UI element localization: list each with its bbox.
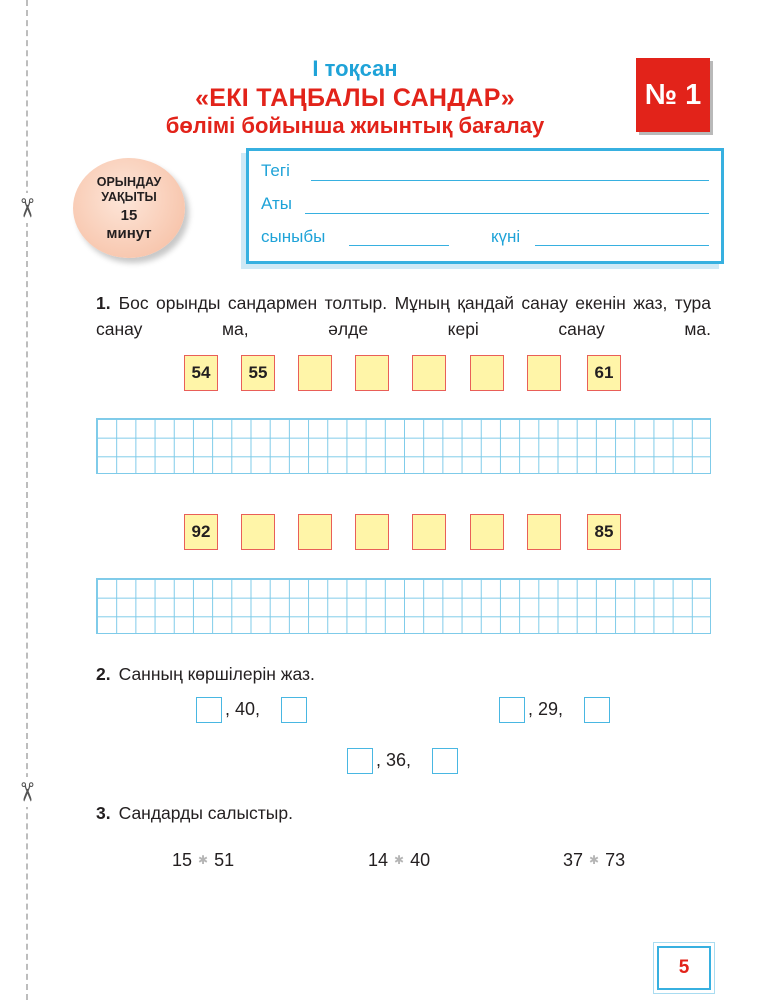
surname-label: Тегі bbox=[261, 161, 290, 180]
task-2-text: Санның көршілерін жаз. bbox=[118, 664, 315, 684]
compare-mark-icon[interactable]: ✱ bbox=[394, 853, 405, 867]
comparison-right: 73 bbox=[605, 850, 626, 870]
date-field[interactable] bbox=[535, 245, 709, 246]
sequence-cell: 92 bbox=[184, 514, 218, 550]
comparison-left: 14 bbox=[368, 850, 389, 870]
scissors-icon: ✂ bbox=[13, 777, 41, 807]
sequence-blank-cell[interactable] bbox=[527, 514, 561, 550]
comparison-left: 37 bbox=[563, 850, 584, 870]
answer-box[interactable] bbox=[196, 697, 222, 723]
neighbor-number: , 40, bbox=[225, 699, 261, 719]
neighbor-item bbox=[499, 697, 619, 723]
class-field[interactable] bbox=[349, 245, 449, 246]
sequence-cell: 54 bbox=[184, 355, 218, 391]
comparison-right: 51 bbox=[214, 850, 235, 870]
sequence-blank-cell[interactable] bbox=[298, 514, 332, 550]
scissors-icon: ✂ bbox=[13, 193, 41, 223]
answer-grid-2[interactable] bbox=[96, 578, 711, 634]
class-label: сыныбы bbox=[261, 227, 326, 246]
comparison-left: 15 bbox=[172, 850, 193, 870]
name-label: Аты bbox=[261, 194, 292, 213]
sequence-blank-cell[interactable] bbox=[412, 355, 446, 391]
sequence-cell: 85 bbox=[587, 514, 621, 550]
name-field[interactable] bbox=[305, 213, 709, 214]
neighbor-item bbox=[196, 697, 316, 723]
assessment-subtitle: бөлімі бойынша жиынтық бағалау bbox=[165, 113, 545, 138]
neighbor-number: , 29, bbox=[528, 699, 564, 719]
answer-grid-1[interactable] bbox=[96, 418, 711, 474]
compare-mark-icon[interactable]: ✱ bbox=[198, 853, 209, 867]
sequence-blank-cell[interactable] bbox=[470, 355, 504, 391]
sequence-blank-cell[interactable] bbox=[412, 514, 446, 550]
timer-unit: минут bbox=[106, 225, 152, 242]
task-2-instructions bbox=[96, 661, 315, 687]
student-info-box bbox=[246, 148, 724, 264]
task-3-instructions bbox=[96, 800, 293, 826]
time-limit-badge bbox=[73, 158, 185, 258]
task-1-number: 1. bbox=[96, 293, 111, 313]
sequence-cell: 55 bbox=[241, 355, 275, 391]
number-sequence-1 bbox=[0, 355, 769, 391]
surname-field[interactable] bbox=[311, 180, 709, 181]
number-sequence-2 bbox=[0, 514, 769, 550]
comparison bbox=[368, 850, 430, 871]
sequence-blank-cell[interactable] bbox=[355, 355, 389, 391]
timer-minutes: 15 bbox=[120, 207, 138, 224]
task-1-text: Бос орынды сандармен толтыр. Мұның қандай санау екенін жаз, тура санау ма, әлде кері санау ма. bbox=[96, 293, 711, 339]
sequence-cell: 61 bbox=[587, 355, 621, 391]
sequence-blank-cell[interactable] bbox=[355, 514, 389, 550]
sequence-blank-cell[interactable] bbox=[298, 355, 332, 391]
assessment-number-badge: № 1 bbox=[636, 58, 710, 132]
comparison bbox=[563, 850, 625, 871]
cut-line bbox=[26, 0, 28, 1000]
answer-box[interactable] bbox=[347, 748, 373, 774]
answer-box[interactable] bbox=[499, 697, 525, 723]
sequence-blank-cell[interactable] bbox=[527, 355, 561, 391]
sequence-blank-cell[interactable] bbox=[470, 514, 504, 550]
answer-box[interactable] bbox=[432, 748, 458, 774]
neighbor-number: , 36, bbox=[376, 750, 412, 770]
answer-box[interactable] bbox=[584, 697, 610, 723]
task-2-number: 2. bbox=[96, 664, 111, 684]
task-3-number: 3. bbox=[96, 803, 111, 823]
neighbor-item bbox=[347, 748, 467, 774]
task-3-text: Сандарды салыстыр. bbox=[118, 803, 293, 823]
compare-mark-icon[interactable]: ✱ bbox=[589, 853, 600, 867]
timer-label: ОРЫНДАУ bbox=[96, 175, 162, 189]
task-1-instructions bbox=[96, 290, 711, 342]
section-title: «ЕКІ ТАҢБАЛЫ САНДАР» bbox=[195, 84, 515, 112]
comparison-right: 40 bbox=[410, 850, 431, 870]
date-label: күні bbox=[491, 227, 521, 246]
quarter-title: І тоқсан bbox=[312, 56, 398, 81]
comparison bbox=[172, 850, 234, 871]
page-number: 5 bbox=[657, 946, 711, 990]
sequence-blank-cell[interactable] bbox=[241, 514, 275, 550]
timer-label: УАҚЫТЫ bbox=[101, 190, 157, 204]
answer-box[interactable] bbox=[281, 697, 307, 723]
